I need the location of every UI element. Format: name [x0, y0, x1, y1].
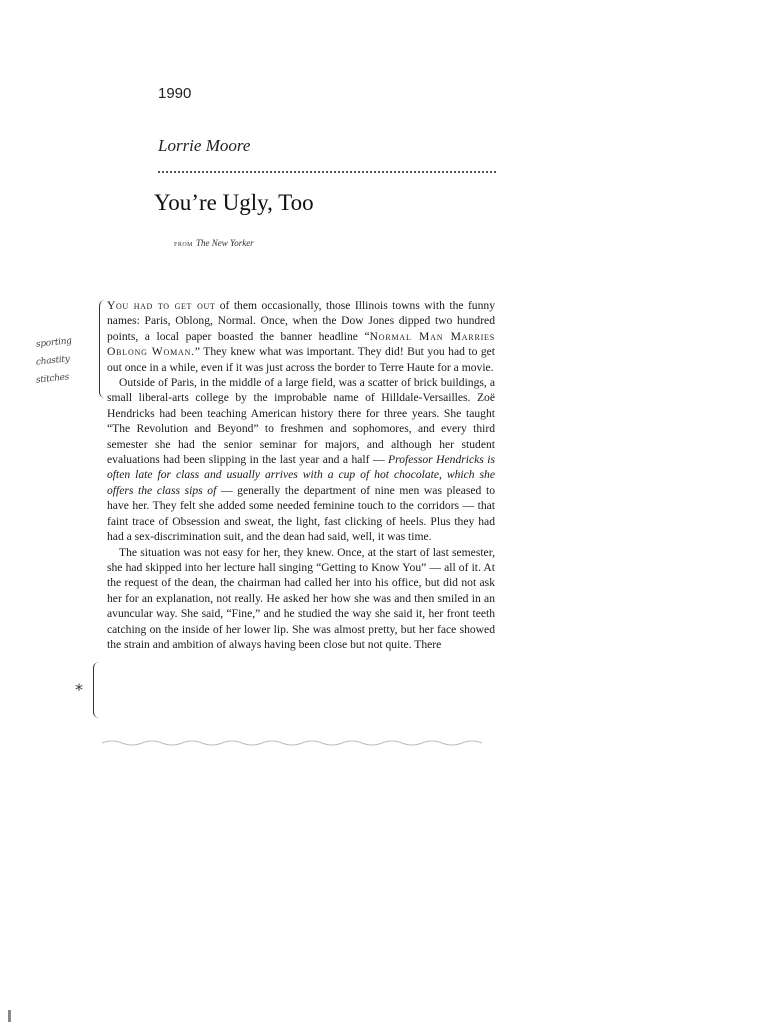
source-prefix: from — [174, 238, 194, 248]
margin-bracket — [99, 300, 106, 398]
paragraph-text: ” They knew what was important. They did! But you had to get out once in a while, even if it was just across the border to Terre Haute for a movie. — [107, 345, 495, 374]
paragraph — [107, 375, 495, 544]
italic-quote: Professor Hendricks is often late for class and usually arrives with a cup of hot chocolate, which she offers the class sips of — [107, 453, 495, 497]
source-publication: The New Yorker — [196, 238, 254, 248]
story-title: You’re Ugly, Too — [154, 190, 314, 215]
margin-note: chastity — [35, 354, 71, 368]
star-mark: * — [75, 680, 83, 699]
paragraph-text: — generally the department of nine men was pleased to have her. They felt she added some needed feminine touch to the corridors — that faint trace of Obsession and sweat, the light, fast clicking of heels. Plus they had had a sex-discrimination suit, and the dean had said, well, it was time. — [107, 483, 495, 544]
scan-artifact — [8, 1010, 11, 1022]
dotted-divider — [158, 171, 496, 173]
paragraph-text: The situation was not easy for her, they knew. Once, at the start of last semester, she had skipped into her lecture hall singing “Getting to Know You” — all of it. At the request of the dean, the chairman had called her into his office, but did not ask her for an explanation, not really. He asked her how she was and then smiled in an avuncular way. She said, “Fine,” and he studied the way she said it, her front teeth catching on the inside of her lower lip. She was almost pretty, but her face showed the strain and ambition of always having been close but not quite. There — [107, 545, 495, 651]
pencil-underline — [100, 738, 490, 748]
opening-small-caps: You had to get out — [107, 299, 216, 312]
paragraph — [107, 298, 495, 375]
paragraph-text: of them occasionally, those Illinois towns with the funny names: Paris, Oblong, Normal. Once, when the Dow Jones dipped two hundred points, a local paper boasted the banner headline “ — [107, 299, 495, 343]
paragraph — [107, 545, 495, 653]
story-body — [107, 298, 495, 652]
year-heading: 1990 — [158, 85, 192, 102]
margin-note: sporting — [35, 336, 73, 350]
margin-bracket — [93, 662, 100, 718]
margin-note: stitches — [35, 372, 70, 386]
headline-small-caps: Normal Man Marries Oblong Woman. — [107, 329, 495, 359]
source-line — [174, 238, 254, 248]
author-name: Lorrie Moore — [158, 136, 251, 155]
paragraph-text: Outside of Paris, in the middle of a large field, was a scatter of brick buildings, a small liberal-arts college by the improbable name of Hilldale-Versailles. Zoë Hendricks had been teaching American history there for three years. She taught “The Revolution and Beyond” to freshmen and sophomores, and every third semester she had the senior seminar for majors, and although her student evaluations had been slipping in the last year and a half — — [107, 376, 495, 467]
